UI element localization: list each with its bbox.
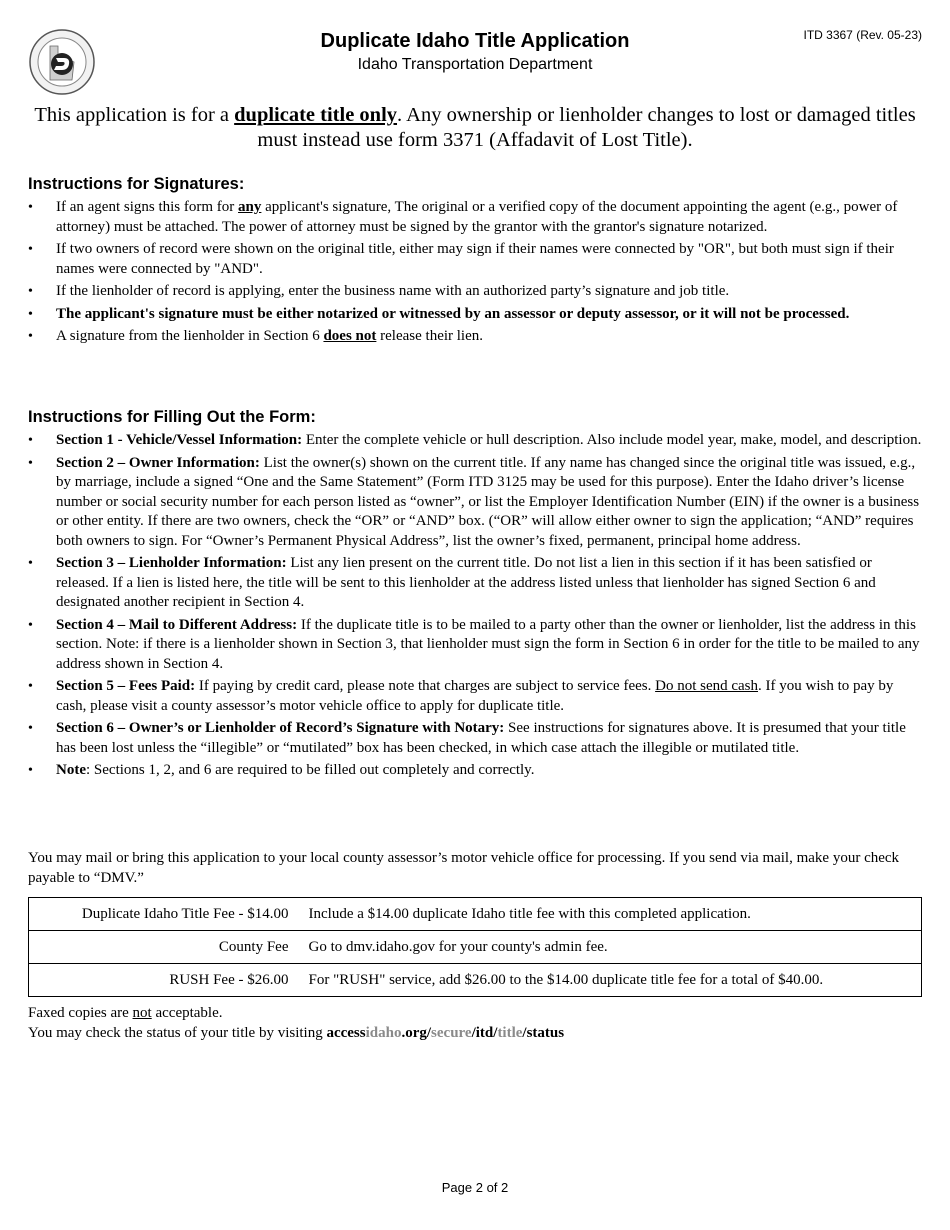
section-label: Section 5 – Fees Paid:	[56, 678, 196, 694]
section-label: Section 4 – Mail to Different Address:	[56, 616, 298, 633]
document-subtitle: Idaho Transportation Department	[357, 56, 593, 73]
table-row	[29, 964, 922, 997]
item-text: List the owner(s) shown on the current title. If any name has changed since the original title was issued, e.g., by marriage, include a signed “One and the Same Statement” (Form ITD 3125 may be used for this purpose). Enter the Idaho driver’s license number or social security number for each person listed as “owner”, or list the Employer Identification Number (EIN) if the owner is a business or other entity. If there are two owners, check the “OR” or “AND” box. (“OR” will allow either owner to sign the application; “AND” requires both owners to sign. For “Owner’s Permanent Physical Address”, list the owner’s fixed, permanent, principal home address.	[56, 454, 920, 549]
section-label: Section 3 – Lienholder Information:	[56, 555, 287, 571]
url-part: access	[326, 1025, 366, 1041]
url-part: /status	[522, 1025, 565, 1041]
list-item	[28, 616, 922, 675]
filling-heading: Instructions for Filling Out the Form:	[28, 408, 316, 426]
item-text: If an agent signs this form for	[56, 199, 239, 215]
fax-notice	[28, 1004, 922, 1024]
page-number: Page 2 of 2	[441, 1180, 509, 1195]
list-item	[28, 719, 922, 758]
status-notice	[28, 1024, 922, 1044]
fee-label: RUSH Fee - $26.00	[29, 964, 299, 997]
note-label: Note	[56, 762, 86, 778]
url-part: /itd/	[471, 1025, 498, 1041]
item-text: Enter the complete vehicle or hull description. Also include model year, make, model, and description.	[302, 432, 922, 448]
list-item	[28, 554, 922, 613]
item-text-bold: The applicant's signature must be either notarized or witnessed by an assessor or deputy assessor, or it will not be processed.	[56, 305, 850, 322]
url-part: secure	[431, 1025, 472, 1041]
status-text: You may check the status of your title by visiting	[28, 1025, 327, 1041]
item-text: List any lien present on the current title. Do not list a lien in this section if it has been satisfied or released. If a lien is listed here, the title will be sent to this lienholder at the address listed unless that lienholder has signed Section 6 and designated another recipient in Section 4.	[56, 555, 876, 610]
list-item	[28, 305, 922, 325]
item-emphasis: Do not send cash	[655, 678, 759, 694]
signature-instructions-list	[28, 198, 922, 350]
intro-emphasis: duplicate title only	[234, 104, 398, 126]
item-emphasis: any	[238, 199, 262, 215]
list-item	[28, 198, 922, 237]
item-text: If two owners of record were shown on the original title, either may sign if their names were connected by "OR", but both must sign if their names were connected by "AND".	[56, 241, 894, 277]
list-item	[28, 677, 922, 716]
filling-instructions-list	[28, 431, 922, 784]
intro-part2: . Any ownership or lienholder changes to lost or damaged titles must instead use form 3371 (Affadavit of Lost Title).	[257, 104, 916, 151]
url-part: idaho	[365, 1025, 402, 1041]
item-text: A signature from the lienholder in Section 6	[56, 328, 324, 344]
item-text: See instructions for signatures above. It is presumed that your title has been lost unless the “illegible” or “mutilated” box has been checked, in which case attach the illegible or mutilated title.	[56, 720, 906, 756]
fee-description: Include a $14.00 duplicate Idaho title fee with this completed application.	[299, 898, 922, 931]
item-text: If paying by credit card, please note that charges are subject to service fees.	[195, 678, 656, 694]
section-label: Section 1 - Vehicle/Vessel Information:	[56, 432, 303, 448]
fax-text: Faxed copies are	[28, 1005, 133, 1021]
table-row	[29, 931, 922, 964]
document-title: Duplicate Idaho Title Application	[320, 30, 630, 52]
fax-text: acceptable.	[151, 1005, 223, 1021]
item-text: If the lienholder of record is applying, enter the business name with an authorized party’s signature and job title.	[56, 283, 730, 299]
signatures-heading: Instructions for Signatures:	[28, 175, 245, 193]
status-link[interactable]	[326, 1025, 564, 1041]
url-part: title	[497, 1025, 523, 1041]
mail-instructions: You may mail or bring this application to your local county assessor’s motor vehicle office for processing. If you send via mail, make your check payable to “DMV.”	[28, 850, 900, 886]
list-item	[28, 327, 922, 347]
intro-part1: This application is for a	[34, 104, 235, 126]
item-emphasis: does not	[323, 328, 377, 344]
fees-table	[28, 897, 922, 997]
list-item	[28, 240, 922, 279]
fee-description: Go to dmv.idaho.gov for your county's admin fee.	[299, 931, 922, 964]
url-part: .org/	[401, 1025, 432, 1041]
form-number: ITD 3367 (Rev. 05-23)	[803, 28, 922, 42]
item-text: release their lien.	[376, 328, 484, 344]
item-text: If the duplicate title is to be mailed to a party other than the owner or lienholder, list the address in this section. Note: if there is a lienholder shown in Section 3, that lienholder must sign the form in Section 6 in order for the title to be mailed to any address shown in Section 4.	[56, 616, 920, 672]
list-item	[28, 282, 922, 302]
item-text: : Sections 1, 2, and 6 are required to be filled out completely and correctly.	[86, 762, 535, 778]
item-text: . If you wish to pay by cash, please visit a county assessor’s motor vehicle office to apply for duplicate title.	[56, 678, 894, 714]
intro-statement	[28, 103, 922, 153]
list-item	[28, 761, 922, 781]
fee-label: County Fee	[29, 931, 299, 964]
fee-label: Duplicate Idaho Title Fee - $14.00	[29, 898, 299, 931]
section-label: Section 6 – Owner’s or Lienholder of Record’s Signature with Notary:	[56, 720, 505, 736]
fax-emphasis: not	[132, 1005, 152, 1021]
item-text: applicant's signature, The original or a verified copy of the document appointing the agent (e.g., power of attorney) must be attached. The power of attorney must be signed by the grantor with the grantor's signature notarized.	[56, 199, 898, 235]
list-item	[28, 454, 922, 552]
fee-description: For "RUSH" service, add $26.00 to the $14.00 duplicate title fee for a total of $40.00.	[299, 964, 922, 997]
list-item	[28, 431, 922, 451]
section-label: Section 2 – Owner Information:	[56, 454, 260, 471]
table-row	[29, 898, 922, 931]
